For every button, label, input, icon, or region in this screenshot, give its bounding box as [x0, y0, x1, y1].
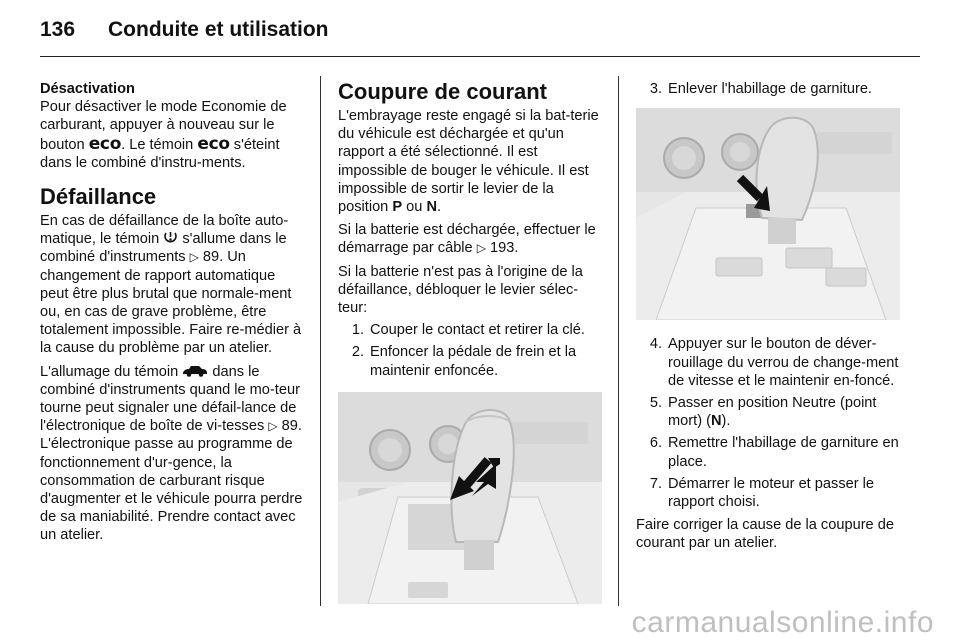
list-number: 1.: [351, 322, 364, 339]
page-reference: 89: [202, 249, 220, 266]
reference-arrow-icon: ▷: [268, 419, 278, 434]
text: Pour désactiver le mode Economie de carburant, appuyer à nouveau sur le bouton: [40, 99, 287, 153]
text: Si la batterie est déchargée, effectuer le démarrage par câble: [338, 222, 596, 257]
final-paragraph: Faire corriger la cause de la coupure de courant par un atelier.: [636, 517, 894, 552]
list-number: 7.: [649, 475, 662, 492]
text: .: [514, 240, 519, 257]
text: Passer en position Neutre (point mort) (: [668, 395, 877, 430]
text: ou: [402, 199, 427, 216]
list-text: Appuyer sur le bouton de déver-rouillage du verrou de change-ment de vitesse et le maintenir en-foncé.: [668, 336, 899, 389]
header-rule: [40, 56, 920, 57]
deactivation-paragraph: [40, 98, 305, 172]
gear-lever-illustration-1: [338, 392, 602, 609]
gear-lever-illustration-2: [636, 108, 902, 325]
list-number: 2.: [351, 344, 364, 361]
car-warning-icon: [182, 364, 208, 380]
text: s'allume dans le combiné d'instruments: [40, 231, 287, 266]
page-reference: 89: [281, 418, 298, 435]
list-item: [338, 343, 602, 379]
text: . Un changement de rapport automatique peut être plus brutal que normale-ment ou, en cas de grave problème, être totalement impossible. Faire re-médier à la cause du problème par un atelier.: [40, 249, 302, 357]
page-reference: 193: [490, 240, 515, 257]
list-item: [636, 335, 902, 390]
text: ).: [721, 413, 731, 430]
list-text: Démarrer le moteur et passer le rapport choisi.: [668, 475, 875, 511]
list-item: [338, 321, 602, 339]
text: L'allumage du témoin: [40, 363, 183, 380]
text: L'embrayage reste engagé si la bat-terie du véhicule est déchargée et qu'un rapport a été sélectionné. Il est impossible de bouger le véhicule. Il est impossible de sortir le levier de la position: [338, 108, 599, 216]
page-header: [40, 18, 329, 42]
power-cut-paragraph-3: Si la batterie n'est pas à l'origine de la défaillance, débloquer le levier sélec-teur:: [338, 263, 583, 317]
list-number: 5.: [649, 395, 662, 412]
power-cut-paragraph-2: [338, 221, 602, 257]
deactivation-title: Désactivation: [40, 81, 135, 97]
watermark: carmanualsonline.info: [631, 606, 934, 639]
power-cut-heading: Coupure de courant: [338, 79, 548, 104]
list-text: Couper le contact et retirer la clé.: [370, 322, 585, 339]
electronics-paragraph: [40, 363, 305, 545]
column-divider: [618, 76, 619, 606]
failure-heading: Défaillance: [40, 184, 157, 210]
eco-icon: eco: [88, 133, 122, 154]
column-3: [636, 80, 902, 553]
list-number: 6.: [649, 435, 662, 452]
text: En cas de défaillance de la boîte auto-matique, le témoin: [40, 213, 289, 248]
text: dans le combiné d'instruments quand le mo-teur tourne peut signaler une défail-lance de l'électronique de boîte de vi-tesses: [40, 363, 300, 435]
power-cut-paragraph-1: [338, 107, 602, 216]
list-item: [636, 394, 902, 430]
text: .: [436, 199, 442, 216]
text: . L'électronique passe au programme de fonctionnement d'ur-gence, la consommation de carburant risque d'augmenter et le véhicule pourra perdre de sa maniabilité. Prendre contact avec un atelier.: [40, 418, 303, 544]
column-2: [338, 80, 602, 609]
text: s'éteint dans le combiné d'instru-ments.: [40, 136, 280, 171]
gear-n-label: N: [710, 413, 722, 430]
column-1: [40, 80, 305, 545]
gear-p-label: P: [392, 199, 403, 216]
list-text: Enlever l'habillage de garniture.: [668, 81, 872, 97]
page-title: Conduite et utilisation: [108, 18, 329, 41]
column-divider: [320, 76, 321, 606]
list-text: Enfoncer la pédale de frein et la maintenir enfoncée.: [370, 344, 577, 379]
reference-arrow-icon: ▷: [189, 250, 199, 265]
list-number: 4.: [649, 336, 662, 353]
list-item: [636, 80, 902, 98]
page-number: 136: [40, 18, 76, 41]
reference-arrow-icon: ▷: [476, 241, 486, 256]
list-text: Remettre l'habillage de garniture en place.: [668, 435, 899, 470]
transmission-warning-icon: [163, 231, 178, 247]
list-item: [636, 434, 902, 470]
list-text: [668, 394, 902, 430]
failure-paragraph: [40, 212, 305, 358]
list-item: [636, 475, 902, 511]
eco-icon: eco: [197, 133, 230, 154]
text: . Le témoin: [121, 136, 198, 153]
gear-n-label: N: [426, 199, 437, 216]
list-number: 3.: [649, 81, 662, 97]
